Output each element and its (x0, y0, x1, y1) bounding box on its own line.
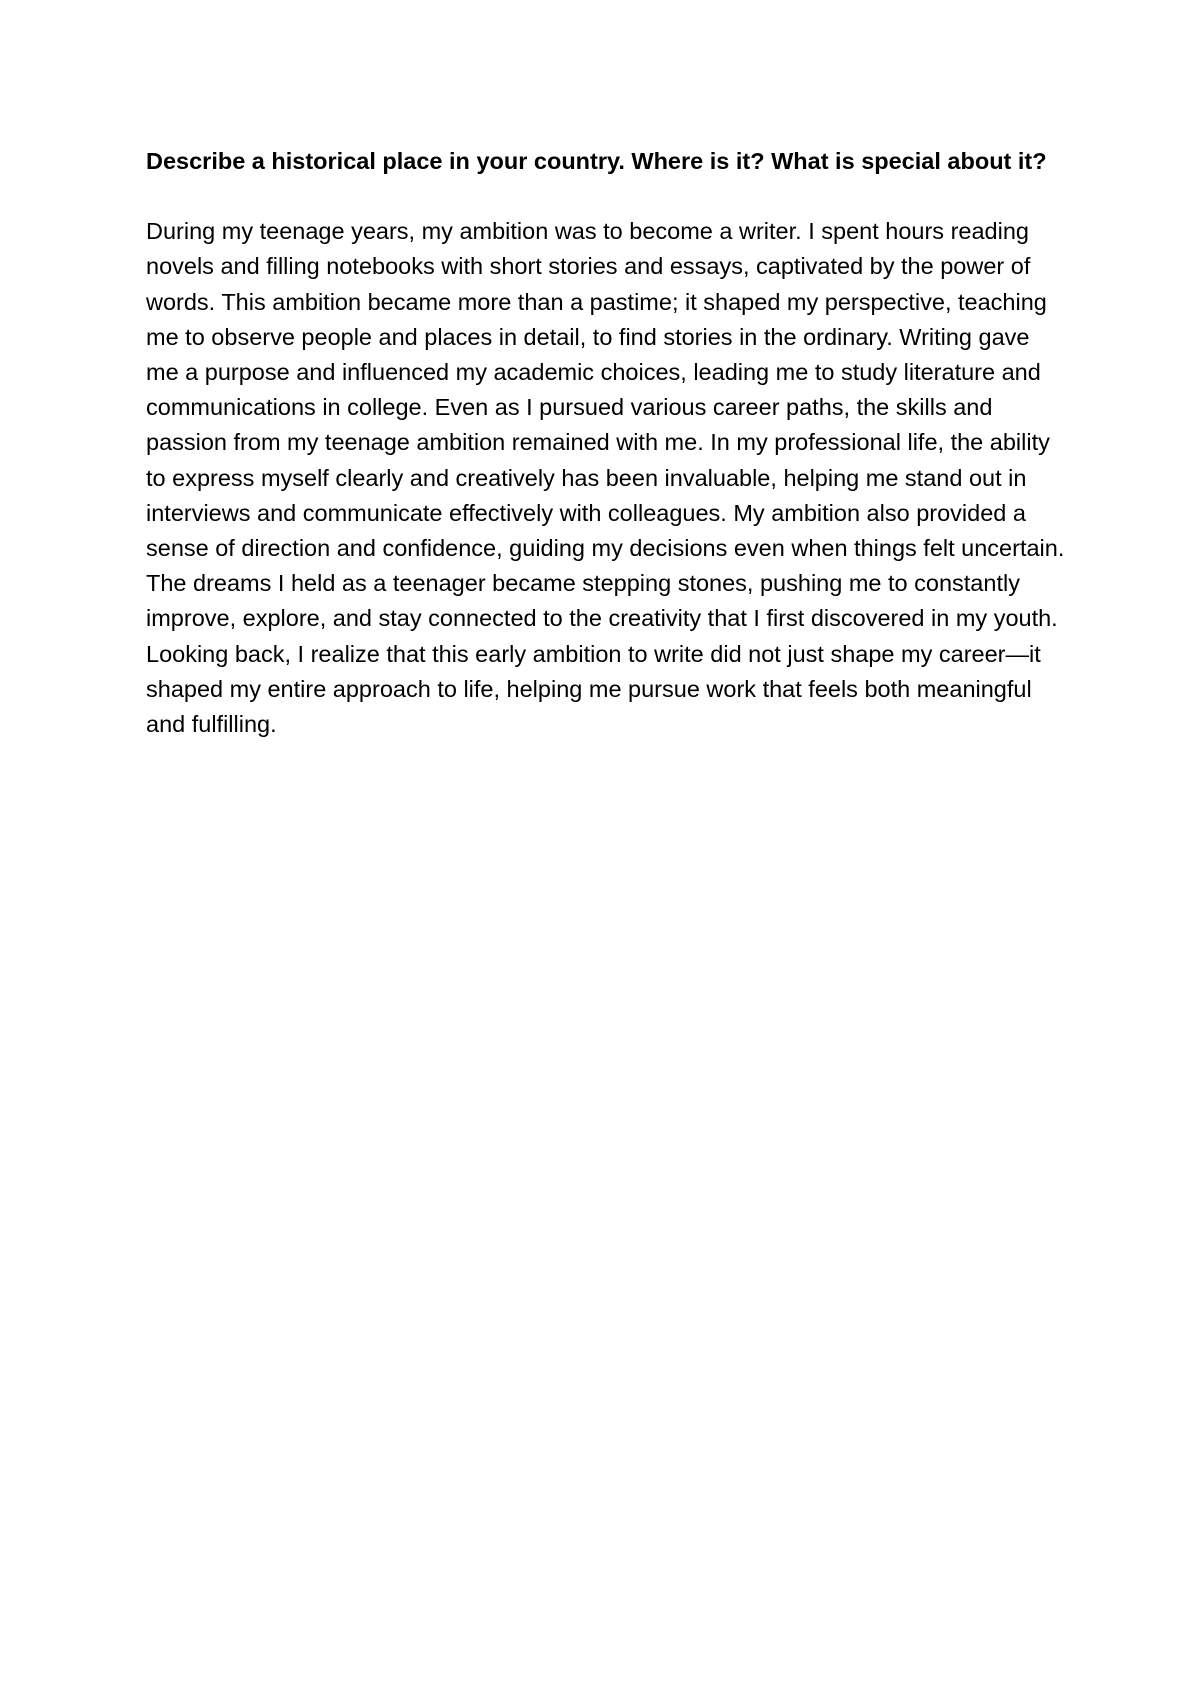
document-body (146, 144, 1066, 742)
answer-paragraph: During my teenage years, my ambition was to become a writer. I spent hours reading novels and filling notebooks with short stories and essays, captivated by the power of words. This ambition became more than a pastime; it shaped my perspective, teaching me to observe people and places in detail, to find stories in the ordinary. Writing gave me a purpose and influenced my academic choices, leading me to study literature and communications in college. Even as I pursued various career paths, the skills and passion from my teenage ambition remained with me. In my professional life, the ability to express myself clearly and creatively has been invaluable, helping me stand out in interviews and communicate effectively with colleagues. My ambition also provided a sense of direction and confidence, guiding my decisions even when things felt uncertain. The dreams I held as a teenager became stepping stones, pushing me to constantly improve, explore, and stay connected to the creativity that I first discovered in my youth. Looking back, I realize that this early ambition to write did not just shape my career—it shaped my entire approach to life, helping me pursue work that feels both meaningful and fulfilling. (146, 218, 1065, 738)
question-heading: Describe a historical place in your country. Where is it? What is special about it? (146, 148, 1047, 174)
